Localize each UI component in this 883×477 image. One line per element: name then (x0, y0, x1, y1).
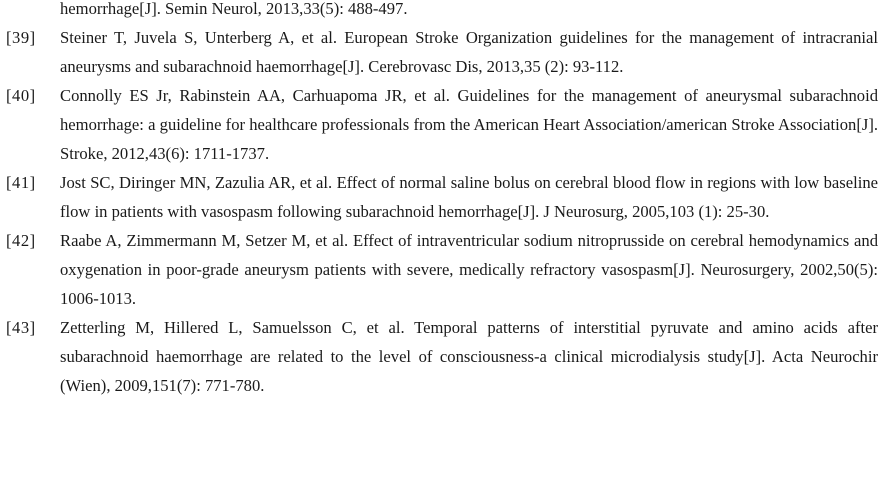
reference-text: Connolly ES Jr, Rabinstein AA, Carhuapoma JR, et al. Guidelines for the management of aneurysmal subarachnoid hemorrhage: a guideline for healthcare professionals from the American Heart Association/american Stroke Association[J]. Stroke, 2012,43(6): 1711-1737. (60, 86, 878, 163)
reference-item-40 (0, 81, 883, 168)
reference-item-42 (0, 226, 883, 313)
reference-item-39 (0, 23, 883, 81)
reference-number: [42] (6, 231, 36, 250)
reference-number: [39] (6, 28, 36, 47)
reference-text: Raabe A, Zimmermann M, Setzer M, et al. Effect of intraventricular sodium nitroprusside on cerebral hemodynamics and oxygenation in poor-grade aneurysm patients with severe, medically refractory vasospasm[J]. Neurosurgery, 2002,50(5): 1006-1013. (60, 231, 878, 308)
reference-text: Jost SC, Diringer MN, Zazulia AR, et al. Effect of normal saline bolus on cerebral blood flow in regions with low baseline flow in patients with vasospasm following subarachnoid hemorrhage[J]. J Neurosurg, 2005,103 (1): 25-30. (60, 173, 878, 221)
reference-number: [41] (6, 173, 36, 192)
reference-continuation: hemorrhage[J]. Semin Neurol, 2013,33(5): 488-497. (60, 0, 408, 18)
reference-number: [40] (6, 86, 36, 105)
reference-item-43 (0, 313, 883, 400)
reference-text: Steiner T, Juvela S, Unterberg A, et al. European Stroke Organization guidelines for the management of intracranial aneurysms and subarachnoid haemorrhage[J]. Cerebrovasc Dis, 2013,35 (2): 93-112. (60, 28, 878, 76)
reference-text: Zetterling M, Hillered L, Samuelsson C, et al. Temporal patterns of interstitial pyruvate and amino acids after subarachnoid haemorrhage are related to the level of consciousness-a clinical microdialysis study[J]. Acta Neurochir (Wien), 2009,151(7): 771-780. (60, 318, 878, 395)
reference-number: [43] (6, 318, 36, 337)
reference-item-41 (0, 168, 883, 226)
